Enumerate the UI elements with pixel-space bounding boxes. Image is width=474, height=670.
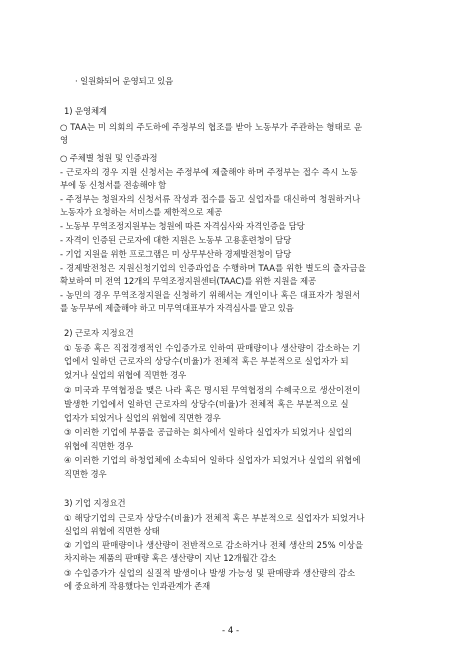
text-line: - 농민의 경우 무역조정지원을 신청하기 위해서는 개인이나 혹은 대표자가 청원서 [60,290,361,300]
text-line: ③ 수입증가가 실업의 실질적 발생이나 발생 가능성 및 판매량과 생산량의 감소 [64,568,356,578]
text-line: 위협에 직면한 경우 [64,441,134,451]
text-line: 업자가 되었거나 실업의 위협에 직면한 경우 [64,413,221,423]
section-2-heading: 2) 근로자 지정요건 [64,328,134,338]
text-line: - 자격이 인증된 근로자에 대한 지원은 노동부 고용훈련청이 담당 [60,235,292,245]
text-line: 노동자가 요청하는 서비스를 제한적으로 제공 [60,207,223,217]
text-line: ② 기업의 판매량이나 생산량이 전반적으로 감소하거나 전체 생산의 25% 이상을 [64,540,364,550]
text-line: ○ TAA는 미 의회의 주도하에 주정부의 협조를 받아 노동부가 주관하는 형태로 운 [60,122,363,132]
text-line: 었거나 실업의 위협에 직면한 경우 [64,370,187,380]
text-line: 에 중요하게 작용했다는 인과관계가 존재 [64,581,211,591]
text-line: ① 해당기업의 근로자 상당수(비율)가 전체적 혹은 부분적으로 실업자가 되었거나 [64,513,365,523]
text-line: ④ 이러한 기업의 하청업체에 소속되어 일하다 실업자가 되었거나 실업의 위협에 [64,455,361,465]
text-line: 영 [60,135,68,145]
text-line: 차지하는 제품의 판매량 혹은 생산량이 지난 12개월간 감소 [64,553,277,563]
text-line: 실업의 위협에 직면한 상태 [64,526,160,536]
text-line: - 근로자의 경우 지원 신청서는 주정부에 제출해야 하며 주정부는 접수 즉시 노동 [60,167,358,177]
page-number: - 4 - [222,626,240,636]
intro-line: · 일원화되어 운영되고 있음 [75,76,174,86]
section-1-heading: 1) 운영체계 [64,106,107,116]
text-line: - 노동부 무역조정지원부는 청원에 따른 자격심사와 자격인증을 담당 [60,221,305,231]
text-line: 부에 동 신청서를 전송해야 함 [60,180,167,190]
text-line: ③ 이러한 기업에 부품을 공급하는 회사에서 일하다 실업자가 되었거나 실업의 [64,427,353,437]
text-line: ① 동종 혹은 직접경쟁적인 수입증가로 인하여 판매량이나 생산량이 감소하는 기 [64,343,361,353]
text-line: 발생한 기업에서 일하던 근로자의 상당수(비율)가 전체적 혹은 부분적으로 실 [64,399,349,409]
text-line: - 경제발전청은 지원신청기업의 인증과업을 수행하며 TAA를 위한 별도의 출자금을 [60,263,366,273]
text-line: - 주정부는 청원자의 신청서류 작성과 접수를 돕고 실업자를 대신하여 청원하거나 [60,194,361,204]
text-line: ○ 주체별 청원 및 인증과정 [60,153,158,163]
text-line: 를 농무부에 제출해야 하고 미무역대표부가 자격심사를 맡고 있음 [60,303,294,313]
section-3-heading: 3) 기업 지정요건 [64,498,126,508]
text-line: 직면한 경우 [64,469,107,479]
text-line: - 기업 지원을 위한 프로그램은 미 상무부산하 경제발전청이 담당 [60,249,292,259]
text-line: 업에서 일하던 근로자의 상당수(비율)가 전체적 혹은 부분적으로 실업자가 되 [64,356,349,366]
text-line: ② 미국과 무역협정을 맺은 나라 혹은 명시된 무역협정의 수혜국으로 생산이전이 [64,385,361,395]
text-line: 확보하여 미 전역 12개의 무역조정지원센터(TAAC)를 위한 지원을 제공 [60,276,316,286]
